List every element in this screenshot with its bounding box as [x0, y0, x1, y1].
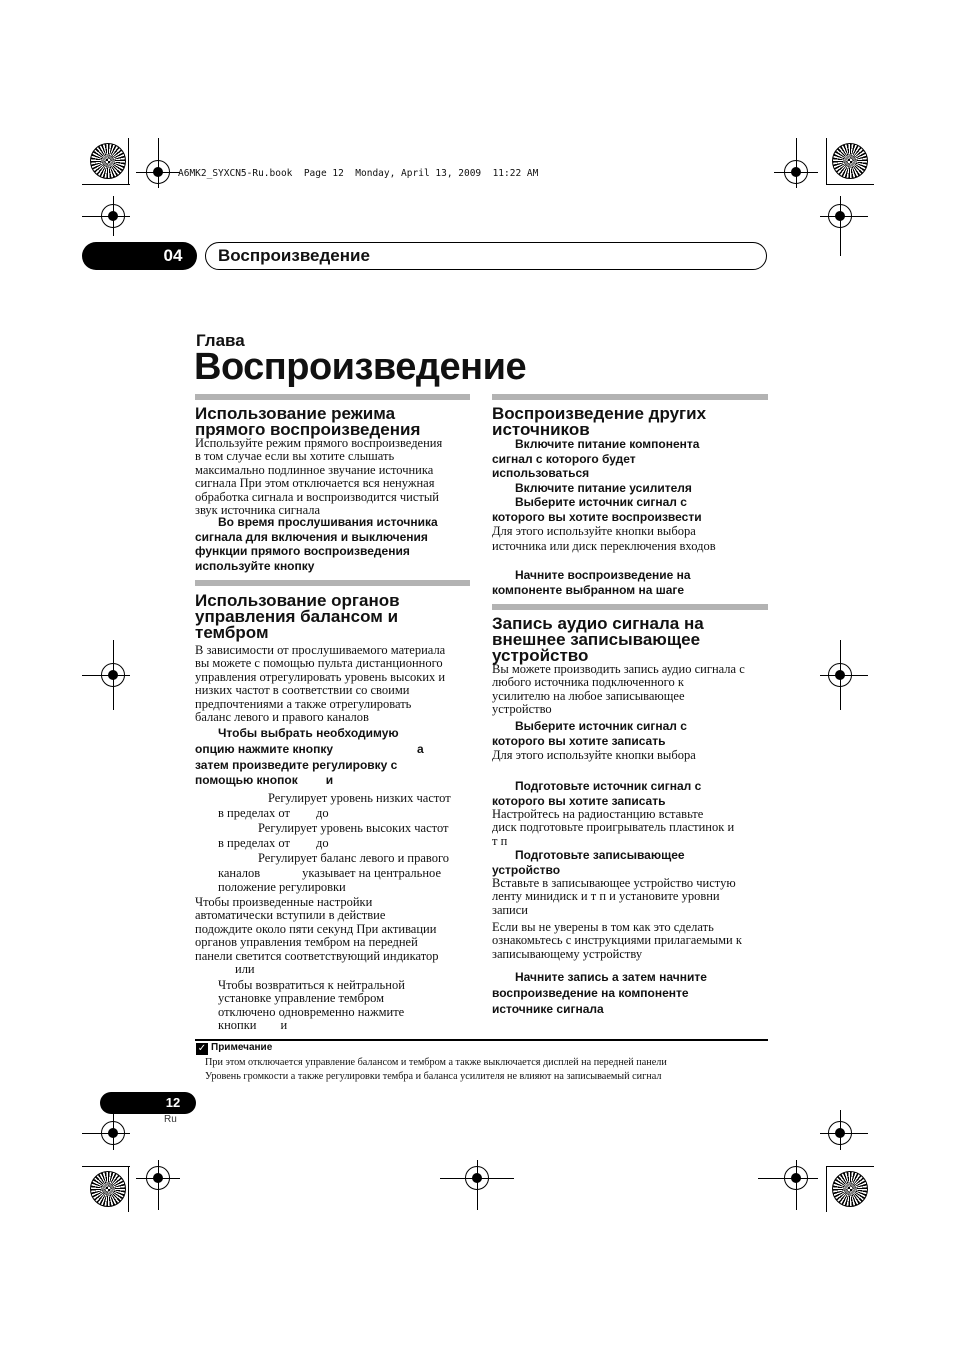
list-item: Регулирует уровень высоких частот в пределах от до — [218, 821, 449, 850]
chapter-number: 04 — [163, 246, 183, 265]
section-body: Настройтесь на радиостанцию вставьте диск подготовьте проигрыватель пластинок и т п — [492, 807, 735, 848]
section-divider — [195, 580, 470, 586]
note-divider — [195, 1039, 768, 1041]
print-header-line: A6MK2_SYXCN5-Ru.book Page 12 Monday, April 13, 2009 11:22 AM — [178, 168, 539, 179]
note-sub-text: Чтобы возвратиться к нейтральной установке управление тембром отключено одновременно нажмите кнопки и — [218, 978, 405, 1033]
section-body: В зависимости от прослушиваемого материала вы можете с помощью пульта дистанционного управления отрегулировать уровень высоких и низких частот в соответствии со своими предпочтениями а также отрегулировать баланс левого и правого каналов — [195, 643, 446, 725]
registration-star-icon — [832, 1171, 868, 1207]
step-text: Подготовьте записывающее устройство — [492, 848, 685, 877]
section-heading: Использование органов управления балансом и тембром — [195, 591, 400, 642]
language-code: Ru — [164, 1114, 177, 1125]
section-body: Для этого используйте кнопки выбора — [492, 748, 696, 762]
page-number: 12 — [165, 1095, 181, 1110]
registration-star-icon — [832, 143, 868, 179]
note-label: Примечание — [211, 1042, 273, 1053]
step-text: Подготовьте источник сигнал с которого вы хотите записать — [492, 779, 702, 808]
registration-star-icon — [90, 143, 126, 179]
option-list — [218, 791, 451, 895]
registration-star-icon — [90, 1171, 126, 1207]
chapter-label: Глава — [196, 331, 245, 350]
section-body: Используйте режим прямого воспроизведения в том случае если вы хотите слышать максимально подлинное звучание источника сигнала При этом отключается вся ненужная обработка сигнала и воспроизводится чистый звук источника сигнала — [195, 436, 443, 518]
step-text: Выберите источник сигнал с которого вы хотите записать — [492, 719, 687, 748]
list-item: Регулирует баланс левого и правого каналов указывает на центральное положение регулировки — [218, 851, 450, 894]
section-heading: Запись аудио сигнала на внешнее записывающее устройство — [492, 614, 704, 665]
section-body: Вставьте в записывающее устройство чистую ленту минидиск и т п и установите уровни записи — [492, 876, 736, 917]
step-text: Начните запись а затем начните воспроизведение на компоненте источнике сигнала — [492, 970, 707, 1016]
section-body: Если вы не уверены в том как это сделать ознакомьтесь с инструкциями прилагаемыми к записывающему устройству — [492, 920, 742, 961]
list-item: Регулирует уровень низких частот в пределах от до — [218, 791, 451, 820]
section-heading: Воспроизведение других источников — [492, 404, 707, 439]
chapter-title: Воспроизведение — [218, 246, 370, 265]
section-body: Для этого используйте кнопки выбора источника или диск переключения входов — [492, 524, 716, 553]
section-body: Вы можете производить запись аудио сигнала с любого источника подключенного к усилителю на любое записывающее устройство — [492, 662, 745, 717]
section-divider — [492, 604, 768, 610]
section-heading: Использование режима прямого воспроизведения — [195, 404, 421, 439]
instruction-text: Чтобы выбрать необходимую опцию нажмите кнопку а затем произведите регулировку с помощью кнопок и — [195, 726, 424, 788]
instruction-text: Во время прослушивания источника сигнала для включения и выключения функции прямого воспроизведения используйте кнопку — [195, 515, 438, 573]
note-icon: ✓ — [197, 1043, 207, 1054]
section-divider — [195, 394, 470, 400]
step-text: Начните воспроизведение на компоненте выбранном на шаге — [492, 568, 691, 597]
step-text: Включите питание компонента сигнал с которого будет использоваться Включите питание усилителя Выберите источник сигнал с которого вы хотите воспроизвести — [492, 437, 702, 524]
section-divider — [492, 394, 768, 400]
section-body: Чтобы произведенные настройки автоматически вступили в действие подождите около пяти секунд При активации органов управления тембром на передней панели светится соответствующий индикатор или — [195, 895, 439, 977]
note-text: При этом отключается управление балансом и тембром а также выключается дисплей на передней панели Уровень громкости а также регулировки тембра и баланса усилителя не влияют на записываемый сигнал — [205, 1057, 667, 1082]
page-title: Воспроизведение — [194, 346, 527, 388]
